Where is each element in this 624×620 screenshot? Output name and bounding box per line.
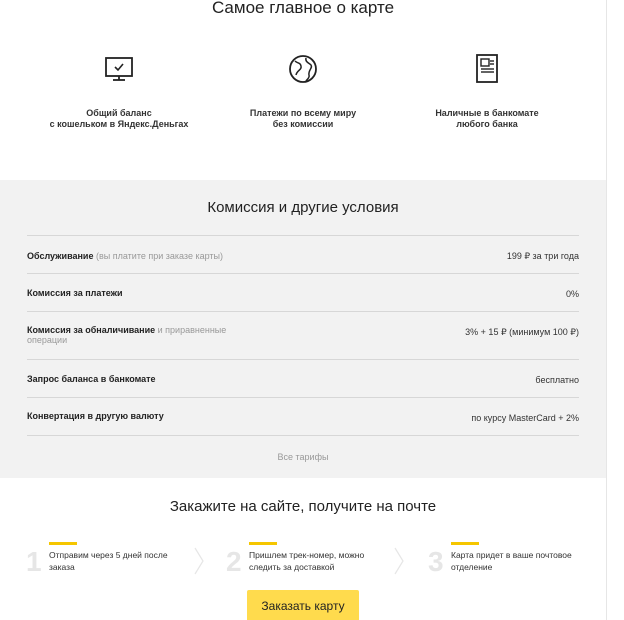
fee-value: по курсу MasterCard + 2% [471, 413, 579, 423]
right-edge-panel [606, 0, 624, 620]
main-features-section [0, 0, 606, 180]
step-number: 2 [226, 546, 242, 577]
fees-title: Комиссия и другие условия [207, 199, 399, 216]
feature-payments [213, 52, 393, 130]
fees-table [27, 235, 579, 436]
order-step-2 [226, 542, 406, 582]
order-section [0, 478, 606, 620]
fee-value: 3% + 15 ₽ (минимум 100 ₽) [465, 327, 579, 337]
fee-value: 0% [565, 289, 579, 299]
step-text: Карта придет в ваше почтовое отделение [451, 550, 572, 572]
fee-row-payments [27, 274, 579, 312]
step-number: 3 [428, 546, 444, 577]
step-accent-bar [49, 542, 77, 545]
chevron-right-icon [192, 546, 206, 576]
feature-cash [397, 52, 577, 130]
fees-section [0, 180, 606, 478]
order-card-button[interactable]: Заказать карту [247, 590, 359, 620]
feature-balance-text: Общий баланс с кошельком в Яндекс.Деньгах [49, 108, 189, 129]
order-step-3 [428, 542, 608, 582]
monitor-check-icon [102, 52, 136, 86]
step-text: Пришлем трек-номер, можно следить за доставкой [249, 550, 365, 572]
fee-note: (вы платите при заказе карты) [95, 251, 223, 261]
order-step-1 [26, 542, 206, 582]
fee-row-service [27, 236, 579, 274]
feature-balance [29, 52, 209, 130]
step-number: 1 [26, 546, 42, 577]
fee-label: Запрос баланса в банкомате [27, 374, 156, 384]
step-accent-bar [451, 542, 479, 545]
fee-label: Комиссия за обналичивание [27, 325, 156, 335]
fee-label: Обслуживание [27, 251, 94, 261]
all-tariffs-link[interactable]: Все тарифы [277, 452, 329, 462]
atm-icon [470, 52, 504, 86]
step-accent-bar [249, 542, 277, 545]
feature-cash-text: Наличные в банкомате любого банка [435, 108, 539, 129]
main-title: Самое главное о карте [211, 0, 395, 17]
fee-value: бесплатно [535, 375, 579, 385]
order-title: Закажите на сайте, получите на почте [169, 498, 437, 515]
fee-label: Конвертация в другую валюту [27, 411, 164, 421]
feature-payments-text: Платежи по всему миру без комиссии [249, 108, 357, 129]
globe-icon [286, 52, 320, 86]
fee-row-conversion [27, 398, 579, 436]
fee-value: 199 ₽ за три года [506, 251, 579, 261]
fee-row-balance-request [27, 360, 579, 398]
step-text: Отправим через 5 дней после заказа [49, 550, 168, 572]
fee-label: Комиссия за платежи [27, 288, 123, 298]
chevron-right-icon [392, 546, 406, 576]
fee-row-cash-withdrawal [27, 312, 579, 360]
fee-note: и приравненные операции [27, 325, 227, 345]
